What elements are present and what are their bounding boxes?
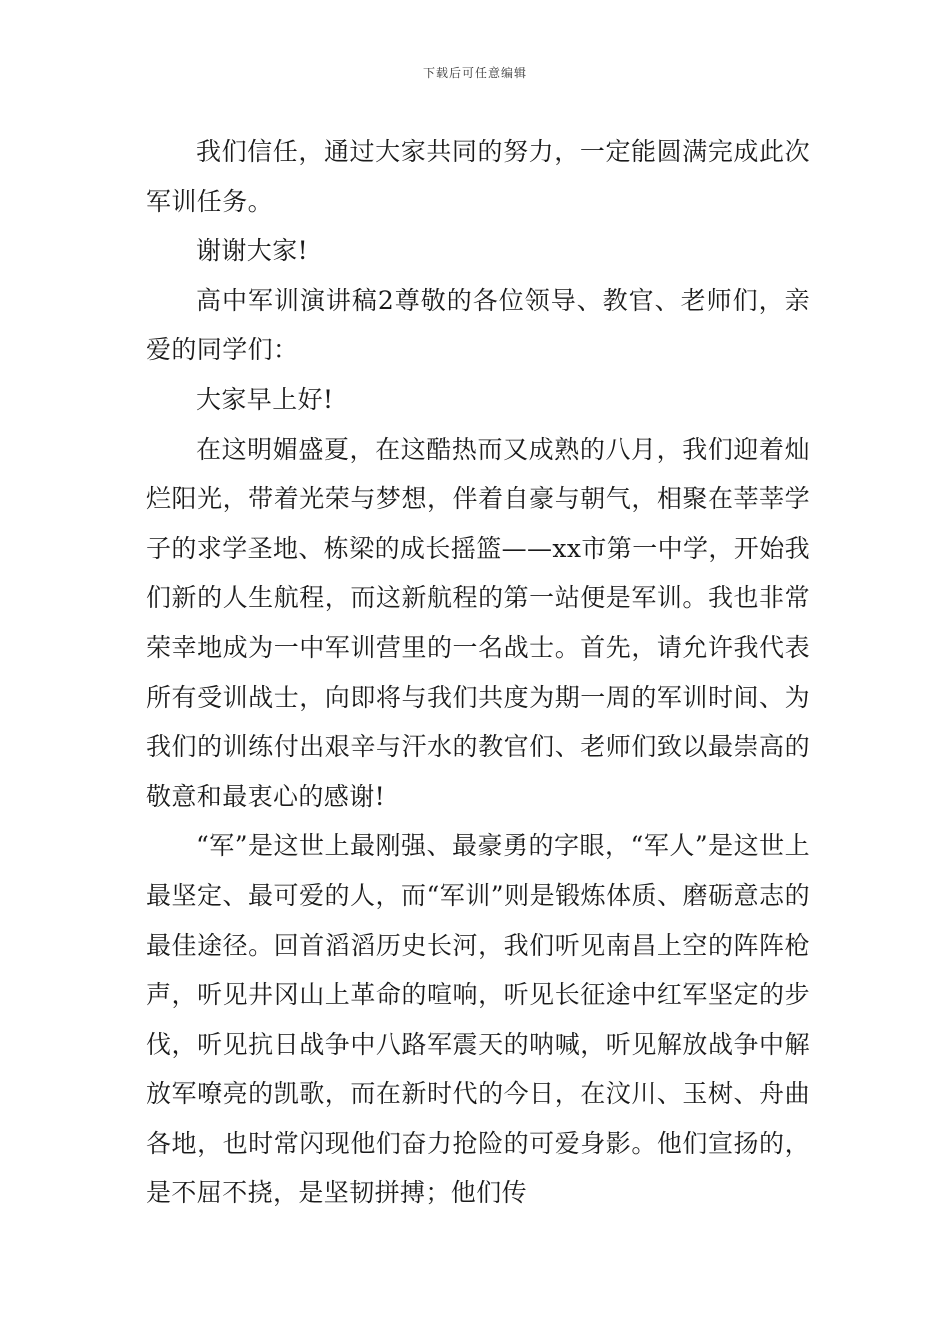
paragraph-summer-intro: 在这明媚盛夏，在这酷热而又成熟的八月，我们迎着灿烂阳光，带着光荣与梦想，伴着自豪与朝气，相聚在莘莘学子的求学圣地、栋梁的成长摇篮——xx市第一中学，开始我们新的人生航程，而这新航程的第一站便是军训。我也非常荣幸地成为一中军训营里的一名战士。首先，请允许我代表所有受训战士，向即将与我们共度为期一周的军训时间、为我们的训练付出艰辛与汗水的教官们、老师们致以最崇高的敬意和最衷心的感谢! — [146, 434, 811, 811]
paragraph-military-meaning: “军”是这世上最刚强、最豪勇的字眼，“军人”是这世上最坚定、最可爱的人，而“军训”则是锻炼体质、磨砺意志的最佳途径。回首滔滔历史长河，我们听见南昌上空的阵阵枪声，听见井冈山上革命的喧响，听见长征途中红军坚定的步伐，听见抗日战争中八路军震天的呐喊，听见解放战争中解放军嘹亮的凯歌，而在新时代的今日，在汶川、玉树、舟曲各地，也时常闪现他们奋力抢险的可爱身影。他们宣扬的，是不屈不挠，是坚韧拼搏；他们传 — [146, 831, 810, 1208]
page-header-note: 下载后可任意编辑 — [422, 66, 527, 80]
paragraph-closing-trust: 我们信任，通过大家共同的努力，一定能圆满完成此次军训任务。 — [146, 137, 810, 216]
paragraph-thanks: 谢谢大家! — [196, 236, 309, 266]
paragraph-speech-title-greeting: 高中军训演讲稿2尊敬的各位领导、教官、老师们，亲爱的同学们： — [146, 285, 810, 365]
paragraph-good-morning: 大家早上好! — [196, 384, 334, 414]
document-body — [146, 127, 810, 1218]
